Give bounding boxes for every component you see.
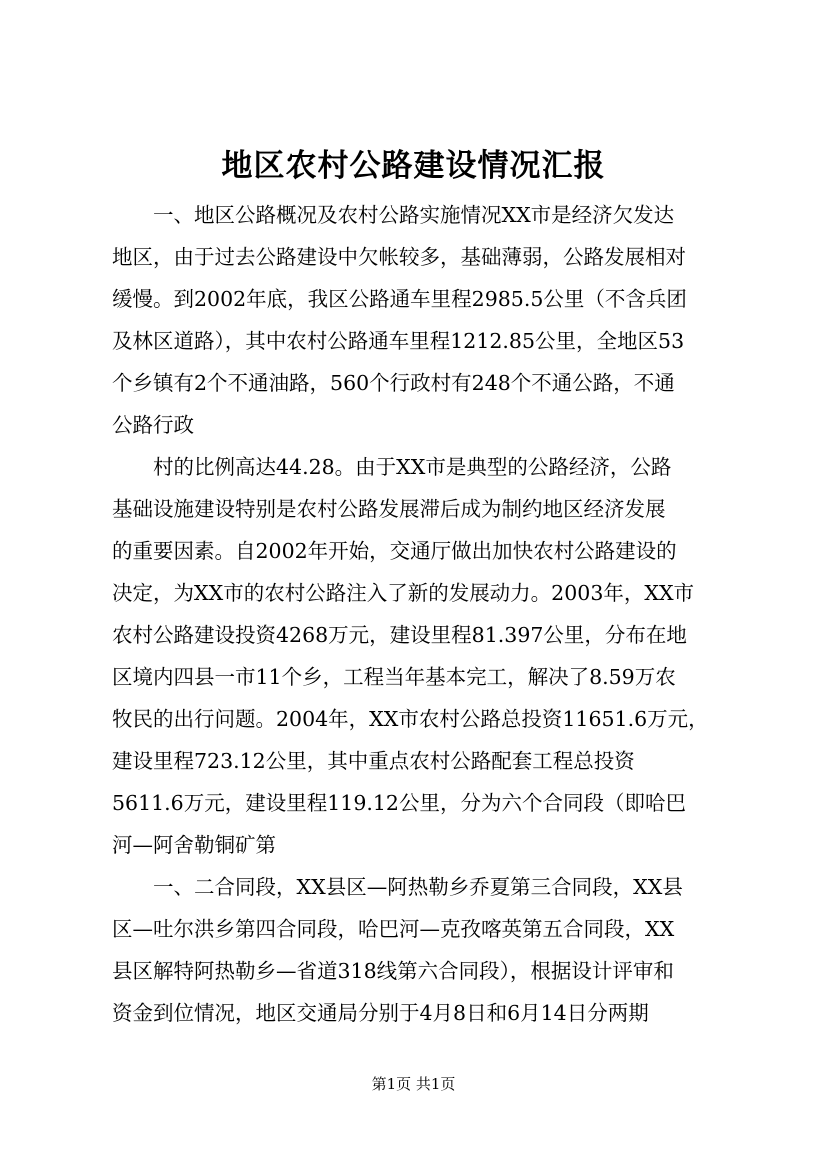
body-line: 一、二合同段，XX县区—阿热勒乡乔夏第三合同段，XX县 — [112, 875, 683, 899]
document-title: 地区农村公路建设情况汇报 — [221, 148, 606, 184]
body-line: 资金到位情况，地区交通局分别于4月8日和6月14日分两期 — [112, 1001, 649, 1025]
body-line: 村的比例高达44.28。由于XX市是典型的公路经济，公路 — [112, 455, 672, 479]
body-line: 河—阿舍勒铜矿第 — [112, 833, 276, 857]
body-line: 决定，为XX市的农村公路注入了新的发展动力。2003年，XX市 — [112, 581, 695, 605]
body-line: 及林区道路），其中农村公路通车里程1212.85公里，全地区53 — [112, 329, 685, 353]
body-line: 的重要因素。自2002年开始，交通厅做出加快农村公路建设的 — [112, 539, 677, 563]
body-line: 一、地区公路概况及农村公路实施情况XX市是经济欠发达 — [112, 203, 675, 227]
body-line: 个乡镇有2个不通油路，560个行政村有248个不通公路，不通 — [112, 371, 675, 395]
body-line: 农村公路建设投资4268万元，建设里程81.397公里，分布在地 — [112, 623, 687, 647]
body-line: 缓慢。到2002年底，我区公路通车里程2985.5公里（不含兵团 — [112, 287, 687, 311]
body-line: 基础设施建设特别是农村公路发展滞后成为制约地区经济发展 — [112, 497, 666, 521]
body-line: 建设里程723.12公里，其中重点农村公路配套工程总投资 — [112, 749, 635, 773]
body-line: 县区解特阿热勒乡—省道318线第六合同段），根据设计评审和 — [112, 959, 674, 983]
body-line: 公路行政 — [112, 413, 194, 437]
body-line: 区境内四县一市11个乡，工程当年基本完工，解决了8.59万农 — [112, 665, 676, 689]
body-line: 地区，由于过去公路建设中欠帐较多，基础薄弱，公路发展相对 — [112, 245, 686, 269]
body-line: 区—吐尔洪乡第四合同段，哈巴河—克孜喀英第五合同段，XX — [112, 917, 675, 941]
body-line: 牧民的出行问题。2004年，XX市农村公路总投资11651.6万元， — [112, 707, 709, 731]
document-body — [112, 194, 718, 1034]
page-number-footer: 第1页 共1页 — [371, 1075, 456, 1093]
body-line: 5611.6万元，建设里程119.12公里，分为六个合同段（即哈巴 — [112, 791, 686, 815]
